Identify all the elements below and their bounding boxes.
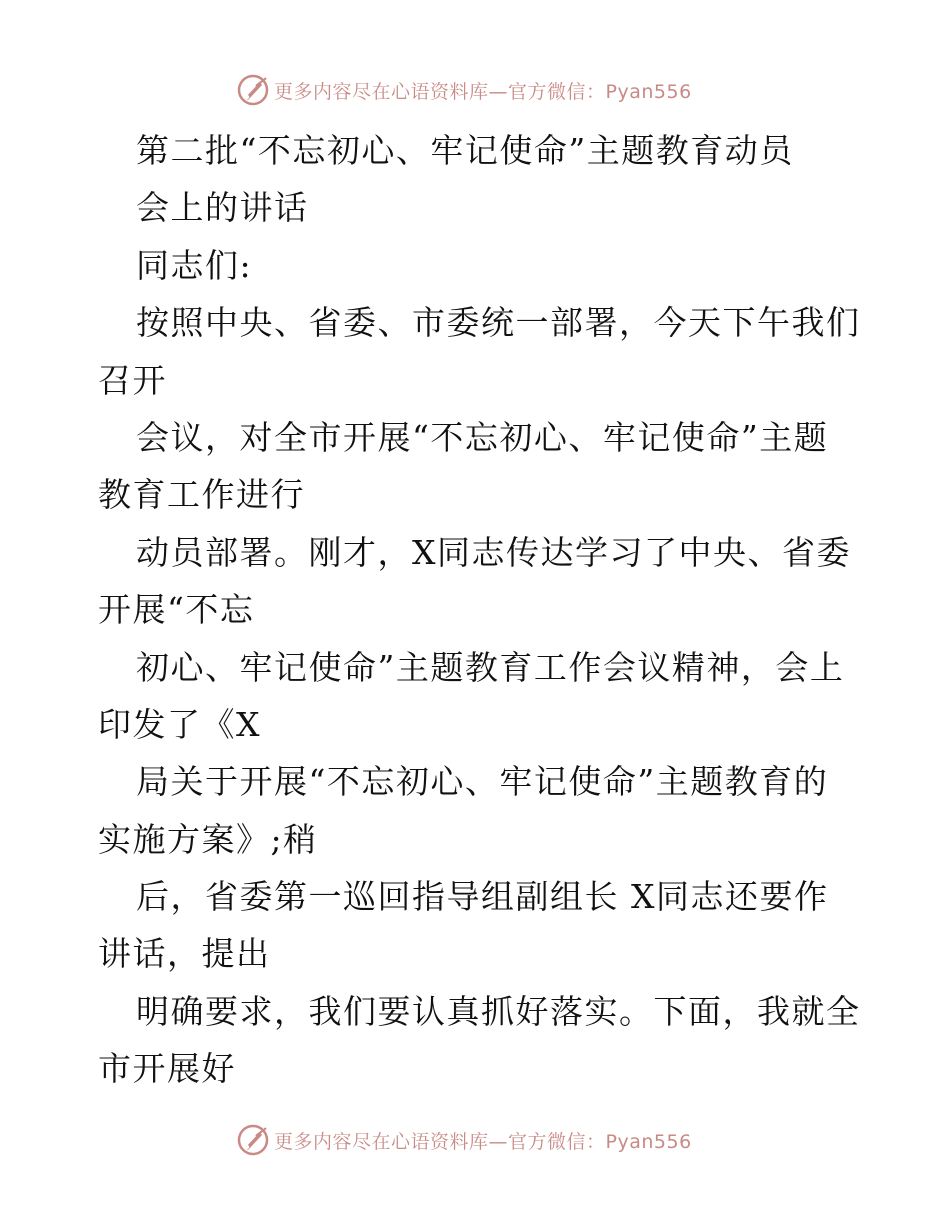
watermark-text: 更多内容尽在心语资料库 [274,80,489,103]
document-line: 后，省委第一巡回指导组副组长 X同志还要作 [136,877,829,917]
document-line: 开展“不忘 [98,590,255,630]
document-line: 市开展好 [98,1049,236,1089]
document-line: 同志们: [136,245,253,285]
document-line: 召开 [98,360,167,400]
quill-pen-seal-icon [236,1123,270,1157]
document-line: 明确要求，我们要认真抓好落实。下面，我就全 [136,991,861,1031]
document-line: 教育工作进行 [98,475,305,515]
watermark-suffix: 官方微信：Pyan556 [508,1130,692,1153]
document-line: 印发了《X [98,704,261,744]
document-line: 会上的讲话 [136,188,309,228]
document-line: 按照中央、省委、市委统一部署，今天下午我们 [136,303,861,343]
document-line: 讲话，提出 [98,934,271,974]
quill-pen-seal-icon [236,73,270,107]
watermark-separator: — [488,1130,509,1153]
document-body [98,122,861,1098]
watermark-banner-bottom [236,1120,716,1160]
watermark-banner-top [236,70,716,110]
document-line: 实施方案》;稍 [98,819,318,859]
watermark-text: 更多内容尽在心语资料库 [274,1130,489,1153]
document-line: 初心、牢记使命”主题教育工作会议精神，会上 [136,647,845,687]
document-line: 动员部署。刚才，X同志传达学习了中央、省委 [136,532,851,572]
document-line: 局关于开展“不忘初心、牢记使命”主题教育的 [136,762,829,802]
watermark-suffix: 官方微信：Pyan556 [508,80,692,103]
document-line: 第二批“不忘初心、牢记使命”主题教育动员 [136,131,794,170]
watermark-separator: — [488,80,509,103]
document-line: 会议，对全市开展“不忘初心、牢记使命”主题 [136,417,829,457]
